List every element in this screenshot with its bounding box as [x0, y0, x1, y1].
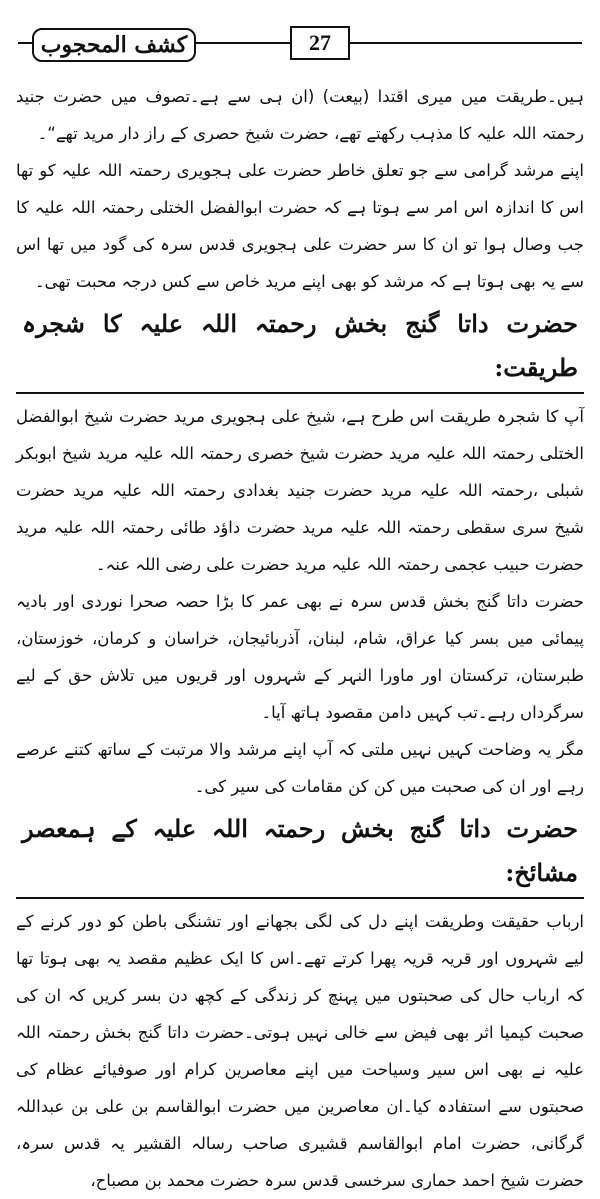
paragraph-2: اپنے مرشد گرامی سے جو تعلق خاطر حضرت علی ہجویری رحمتہ اللہ علیہ کو تھا اس کا اندازہ اس امر سے ہوتا ہے کہ حضرت ابوالفضل الختلی رحمتہ اللہ علیہ کا جب وصال ہوا تو ان کا سر حضرت علی ہجویری قدس سرہ کی گود میں تھا اس سے یہ بھی ہوتا ہے کہ مرشد کو بھی اپنے مرید خاص سے کس درجہ محبت تھی۔	[16, 161, 584, 291]
heading-2-wrap	[16, 807, 584, 899]
paragraph-5: مگر یہ وضاحت کہیں نہیں ملتی کہ آپ اپنے مرشد والا مرتبت کے ساتھ کتنے عرصے رہے اور ان کی صحبت میں کن کن مقامات کی سیر کی۔	[16, 740, 584, 796]
book-title: كشف المحجوب	[32, 28, 196, 62]
paragraph-4: حضرت داتا گنج بخش قدس سرہ نے بھی عمر کا بڑا حصہ صحرا نوردی اور بادیہ پیمائی میں بسر کیا عراق، شام، لبنان، آذربائیجان، خراسان و کرمان، خوزستان، طبرستان، ترکستان اور ماورا النہر کے شہروں اور قریوں میں تلاش حق کے لیے سرگرداں رہے۔تب کہیں دامن مقصود ہاتھ آیا۔	[16, 592, 584, 722]
section-heading-contemporaries: حضرت داتا گنج بخش رحمتہ اللہ علیہ کے ہمعصر مشائخ:	[16, 807, 584, 899]
page-number: 27	[290, 26, 350, 60]
paragraph-3: آپ کا شجرہ طریقت اس طرح ہے، شیخ علی ہجویری مرید حضرت شیخ ابوالفضل الختلی رحمتہ اللہ علیہ مرید حضرت شیخ خصری رحمتہ اللہ علیہ مرید شیخ ابوبکر شبلی ،رحمتہ اللہ علیہ مرید حضرت جنید بغدادی رحمتہ اللہ علیہ مرید حضرت شیخ سری سقطی رحمتہ اللہ علیہ مرید حضرت داؤد طائی رحمتہ اللہ علیہ مرید حضرت حبیب عجمی رحمتہ اللہ علیہ مرید حضرت علی رضی اللہ عنہ۔	[16, 407, 584, 574]
running-header	[18, 22, 582, 64]
paragraph-6: ارباب حقیقت وطریقت اپنے دل کی لگی بجھانے اور تشنگی باطن کو دور کرنے کے لیے شہروں اور قریہ قریہ پھرا کرتے تھے۔اس کا ایک عظیم مقصد یہ بھی ہوتا تھا کہ ارباب حال کی صحبتوں میں پہنچ کر زندگی کے کچھ دن بسر کریں کہ ان کی صحبت کیمیا اثر بھی فیض سے خالی نہیں ہوتی۔حضرت داتا گنج بخش رحمتہ اللہ علیہ نے بھی اس سیر وسیاحت میں اپنے معاصرین کرام اور صوفیائے عظام کی صحبتوں سے استفادہ کیا۔ان معاصرین میں حضرت ابوالقاسم بن علی بن عبداللہ گرگانی، حضرت امام ابوالقاسم قشیری صاحب رسالہ القشیر یہ قدس سرہ، حضرت شیخ احمد حماری سرخسی قدس سرہ حضرت محمد بن مصباح،	[16, 912, 584, 1190]
heading-1-wrap	[16, 302, 584, 394]
paragraph-1: ہیں۔طریقت میں میری اقتدا (بیعت) (ان ہی سے ہے۔تصوف میں حضرت جنید رحمتہ اللہ علیہ کا مذہب رکھتے تھے، حضرت شیخ حصری کے راز دار مرید تھے“۔	[16, 87, 584, 143]
page-content	[16, 78, 584, 1199]
section-heading-lineage: حضرت داتا گنج بخش رحمتہ اللہ علیہ کا شجرہ طریقت:	[16, 302, 584, 394]
